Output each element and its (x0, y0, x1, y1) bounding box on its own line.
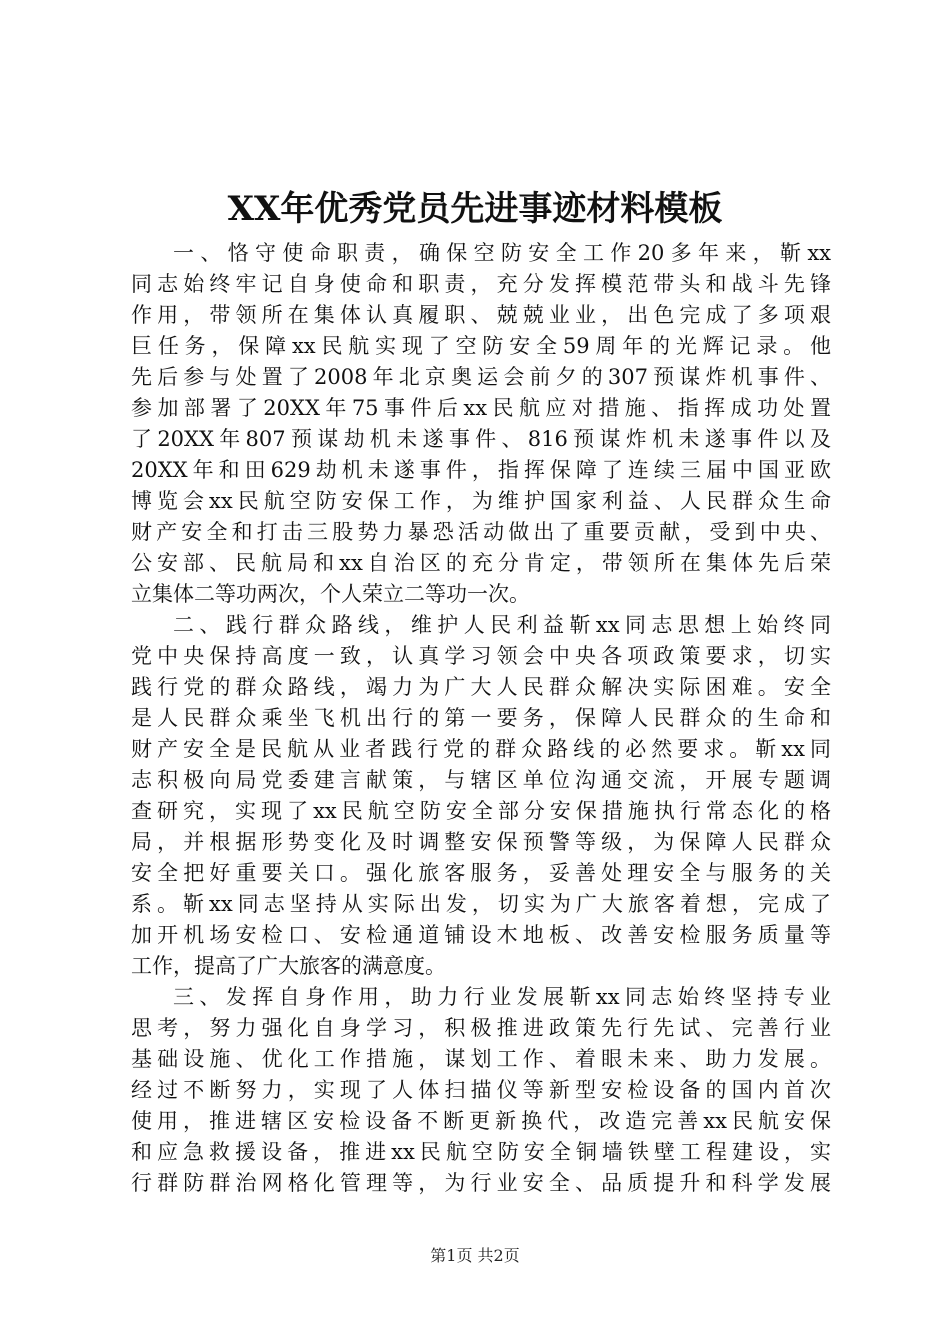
paragraph-1-line-7: 了20XX年807预谋劫机未遂事件、816预谋炸机未遂事件以及 (131, 427, 831, 451)
paragraph-3-line-5: 使用，推进辖区安检设备不断更新换代，改造完善xx民航安保 (131, 1109, 831, 1133)
paragraph-1-line-6: 参加部署了20XX年75事件后xx民航应对措施、指挥成功处置 (131, 396, 831, 420)
paragraph-1-line-8: 20XX年和田629劫机未遂事件，指挥保障了连续三届中国亚欧 (131, 458, 831, 482)
paragraph-2-line-6: 志积极向局党委建言献策，与辖区单位沟通交流，开展专题调 (131, 768, 831, 792)
paragraph-2-line-10: 系。靳xx同志坚持从实际出发，切实为广大旅客着想，完成了 (131, 892, 831, 916)
paragraph-1-line-9: 博览会xx民航空防安保工作，为维护国家利益、人民群众生命 (131, 489, 831, 513)
paragraph-3-line-1: 三、发挥自身作用，助力行业发展靳xx同志始终坚持专业 (173, 985, 831, 1009)
paragraph-2-line-3: 践行党的群众路线，竭力为广大人民群众解决实际困难。安全 (131, 675, 831, 699)
paragraph-2-line-7: 查研究，实现了xx民航空防安全部分安保措施执行常态化的格 (131, 799, 831, 823)
paragraph-2-line-12: 工作，提高了广大旅客的满意度。 (131, 954, 446, 978)
paragraph-2-line-9: 安全把好重要关口。强化旅客服务，妥善处理安全与服务的关 (131, 861, 831, 885)
paragraph-3-line-2: 思考，努力强化自身学习，积极推进政策先行先试、完善行业 (131, 1016, 831, 1040)
paragraph-3-line-6: 和应急救援设备，推进xx民航空防安全铜墙铁壁工程建设，实 (131, 1140, 831, 1164)
paragraph-2-line-11: 加开机场安检口、安检通道铺设木地板、改善安检服务质量等 (131, 923, 831, 947)
document-body (131, 238, 831, 1199)
document-title: XX年优秀党员先进事迹材料模板 (227, 189, 723, 229)
paragraph-1-line-10: 财产安全和打击三股势力暴恐活动做出了重要贡献，受到中央、 (131, 520, 831, 544)
paragraph-1-line-12: 立集体二等功两次，个人荣立二等功一次。 (131, 582, 530, 606)
paragraph-2-line-2: 党中央保持高度一致，认真学习领会中央各项政策要求，切实 (131, 644, 831, 668)
page-footer: 第1页 共2页 (430, 1246, 520, 1265)
paragraph-1-line-4: 巨任务，保障xx民航实现了空防安全59周年的光辉记录。他 (131, 334, 831, 358)
paragraph-1-line-3: 作用，带领所在集体认真履职、兢兢业业，出色完成了多项艰 (131, 303, 831, 327)
paragraph-2-line-8: 局，并根据形势变化及时调整安保预警等级，为保障人民群众 (131, 830, 831, 854)
paragraph-3-line-3: 基础设施、优化工作措施，谋划工作、着眼未来、助力发展。 (131, 1047, 831, 1071)
paragraph-1-line-2: 同志始终牢记自身使命和职责，充分发挥模范带头和战斗先锋 (131, 272, 831, 296)
paragraph-1-line-1: 一、恪守使命职责，确保空防安全工作20多年来，靳xx (173, 241, 831, 265)
paragraph-2-line-1: 二、践行群众路线，维护人民利益靳xx同志思想上始终同 (173, 613, 831, 637)
paragraph-1-line-5: 先后参与处置了2008年北京奥运会前夕的307预谋炸机事件、 (131, 365, 831, 389)
paragraph-3-line-4: 经过不断努力，实现了人体扫描仪等新型安检设备的国内首次 (131, 1078, 831, 1102)
paragraph-2-line-4: 是人民群众乘坐飞机出行的第一要务，保障人民群众的生命和 (131, 706, 831, 730)
paragraph-1-line-11: 公安部、民航局和xx自治区的充分肯定，带领所在集体先后荣 (131, 551, 831, 575)
paragraph-3-line-7: 行群防群治网格化管理等，为行业安全、品质提升和科学发展 (131, 1171, 831, 1195)
paragraph-2-line-5: 财产安全是民航从业者践行党的群众路线的必然要求。靳xx同 (131, 737, 831, 761)
